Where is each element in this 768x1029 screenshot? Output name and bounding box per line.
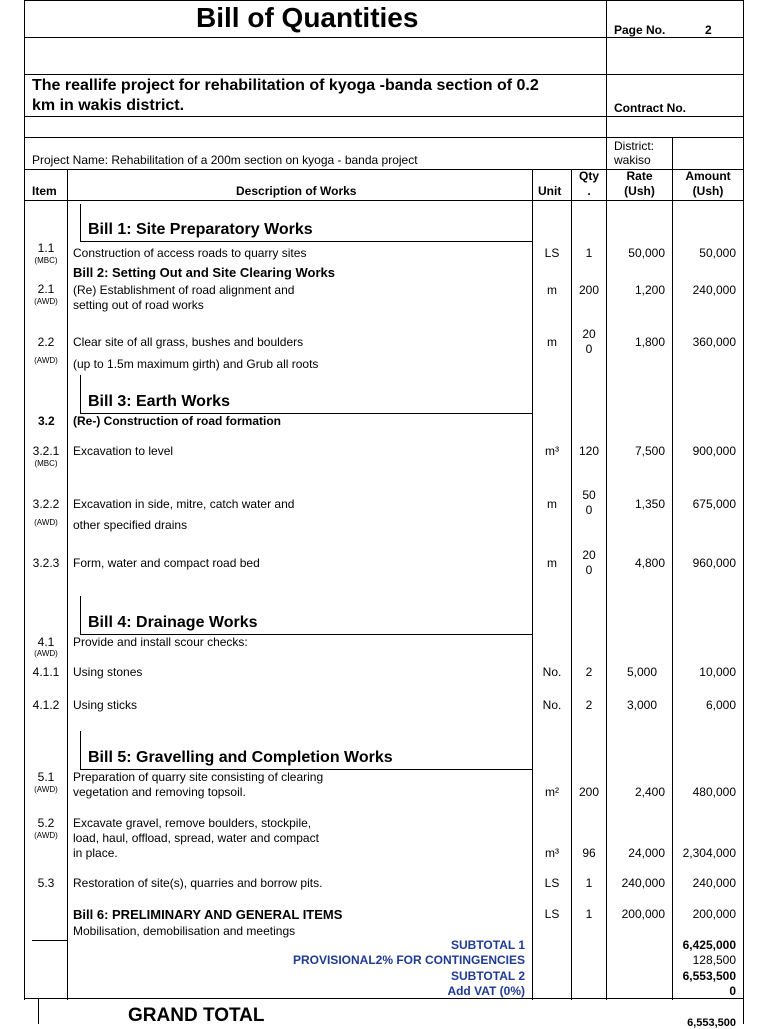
table-row-item: 5.1 xyxy=(37,770,55,784)
bill-6-heading: Bill 6: PRELIMINARY AND GENERAL ITEMS xyxy=(73,907,343,922)
table-row-qty: 200 xyxy=(578,283,600,297)
table-row-desc: Construction of access roads to quarry sites xyxy=(73,246,307,260)
table-row-desc: Excavate gravel, remove boulders, stockpile, load, haul, offload, spread, water and compact in place. xyxy=(73,816,319,860)
table-row-rate: 1,200 xyxy=(634,283,665,297)
bill-2-heading: Bill 2: Setting Out and Site Clearing Works xyxy=(73,265,335,280)
page-title: Bill of Quantities xyxy=(196,2,419,33)
table-row-desc-2: (up to 1.5m maximum girth) and Grub all roots xyxy=(73,357,319,371)
col-item: Item xyxy=(32,184,57,198)
table-row-unit: m³ xyxy=(545,846,559,860)
page-no-label: Page No. xyxy=(614,23,666,37)
table-row-amount: 360,000 xyxy=(692,335,736,349)
table-row-amount: 240,000 xyxy=(692,876,736,890)
table-row-qty: 120 xyxy=(578,444,600,458)
table-row-desc-2: other specified drains xyxy=(73,518,188,532)
table-row-qty: 50 0 xyxy=(582,488,596,517)
table-row-item: 4.1 xyxy=(37,635,55,649)
table-row-desc: Using stones xyxy=(73,665,143,679)
table-row-qty: 200 xyxy=(578,785,600,799)
table-row-rate: 24,000 xyxy=(628,846,665,860)
table-row-amount: 900,000 xyxy=(692,444,736,458)
table-row-unit: LS xyxy=(544,876,560,890)
table-row-desc: Excavation in side, mitre, catch water and xyxy=(73,497,295,511)
district-label: District: xyxy=(614,139,654,153)
table-row-item: 4.1.2 xyxy=(32,698,60,712)
table-row-rate: 1,350 xyxy=(634,497,665,511)
table-row-item: 3.2.1 xyxy=(32,444,60,458)
table-row-unit: m xyxy=(547,283,557,297)
table-row-amount: 6,000 xyxy=(705,698,736,712)
table-row-amount: 50,000 xyxy=(699,246,736,260)
table-row-desc: Form, water and compact road bed xyxy=(73,556,260,570)
table-row-desc: Excavation to level xyxy=(73,444,174,458)
vat-value: 0 xyxy=(729,984,736,998)
table-row-item: 5.2 xyxy=(37,816,55,830)
col-qty xyxy=(572,169,606,199)
table-row-rate: 2,400 xyxy=(634,785,665,799)
table-row-item: 5.3 xyxy=(37,876,55,890)
col-amount-line2: (Ush) xyxy=(692,184,724,198)
contingency-value: 128,500 xyxy=(692,953,736,967)
table-row-unit: m xyxy=(547,556,557,570)
table-row-item: 3.2.3 xyxy=(32,556,60,570)
table-row-code: (MBC) xyxy=(34,459,58,468)
table-row-code: (AWD) xyxy=(34,831,58,840)
col-rate-line1: Rate xyxy=(626,169,653,183)
table-row-rate: 4,800 xyxy=(634,556,665,570)
district-value: wakiso xyxy=(614,153,651,167)
table-row-amount: 240,000 xyxy=(692,283,736,297)
table-row-qty: 20 0 xyxy=(582,327,596,356)
table-row-qty: 20 0 xyxy=(582,548,596,577)
subtotal-1-label: SUBTOTAL 1 xyxy=(450,938,525,952)
table-row-amount: 200,000 xyxy=(692,907,736,921)
table-row-desc: Clear site of all grass, bushes and boulders xyxy=(73,335,304,349)
table-row-item: 2.1 xyxy=(37,282,55,296)
table-row-qty: 96 xyxy=(582,846,596,860)
table-row-rate: 3,000 xyxy=(626,698,657,712)
contingency-label: PROVISIONAL2% FOR CONTINGENCIES xyxy=(292,953,525,967)
table-row-item: 1.1 xyxy=(37,241,55,255)
table-row-qty: 1 xyxy=(585,907,593,921)
subtotal-2-label: SUBTOTAL 2 xyxy=(450,969,525,983)
table-row-qty: 1 xyxy=(585,246,593,260)
table-row-amount: 10,000 xyxy=(699,665,736,679)
col-qty-line2: . xyxy=(587,184,591,198)
table-row-desc: Mobilisation, demobilisation and meetings xyxy=(73,924,296,938)
table-row-unit: No. xyxy=(542,698,562,712)
table-row-rate: 5,000 xyxy=(626,665,657,679)
table-row-unit: LS xyxy=(544,907,560,921)
table-row-desc: Provide and install scour checks: xyxy=(73,635,248,649)
table-row-unit: No. xyxy=(542,665,562,679)
table-row-qty: 2 xyxy=(585,698,593,712)
col-rate-line2: (Ush) xyxy=(624,184,655,198)
table-row-unit: m² xyxy=(545,785,559,799)
col-description: Description of Works xyxy=(236,184,357,198)
bill-4-heading: Bill 4: Drainage Works xyxy=(88,614,258,631)
table-row-desc: Using sticks xyxy=(73,698,138,712)
subtotal-2-value: 6,553,500 xyxy=(682,969,736,983)
table-row-unit: LS xyxy=(544,246,560,260)
table-row-amount: 675,000 xyxy=(692,497,736,511)
col-rate xyxy=(607,169,672,199)
project-name: Project Name: Rehabilitation of a 200m section on kyoga - banda project xyxy=(32,153,418,167)
table-row-qty: 2 xyxy=(585,665,593,679)
grand-total-label: GRAND TOTAL xyxy=(128,1005,265,1026)
bill-3-sub-item: 3.2 xyxy=(38,414,55,428)
project-heading-line2: km in wakis district. xyxy=(32,97,185,114)
bill-1-heading: Bill 1: Site Preparatory Works xyxy=(88,221,313,238)
table-row-desc: Restoration of site(s), quarries and borrow pits. xyxy=(73,876,323,890)
table-row-desc: Preparation of quarry site consisting of clearing vegetation and removing topsoil. xyxy=(73,770,324,799)
table-row-unit: m³ xyxy=(545,444,559,458)
col-unit: Unit xyxy=(538,184,562,198)
table-row-amount: 480,000 xyxy=(692,785,736,799)
table-row-rate: 200,000 xyxy=(621,907,665,921)
bill-3-sub-heading: (Re-) Construction of road formation xyxy=(73,414,281,428)
vat-label: Add VAT (0%) xyxy=(447,984,525,998)
page-no-value: 2 xyxy=(705,23,712,37)
table-row-qty: 1 xyxy=(585,876,593,890)
table-row-desc: (Re) Establishment of road alignment and setting out of road works xyxy=(73,283,295,312)
table-row-unit: m xyxy=(547,335,557,349)
table-row-code: (AWD) xyxy=(34,649,58,658)
subtotal-1-value: 6,425,000 xyxy=(682,938,736,952)
table-row-item: 3.2.2 xyxy=(32,497,60,511)
bill-5-heading: Bill 5: Gravelling and Completion Works xyxy=(88,749,393,766)
contract-no-label: Contract No. xyxy=(614,101,686,115)
table-row-amount: 960,000 xyxy=(692,556,736,570)
table-row-code: (AWD) xyxy=(34,785,58,794)
table-row-rate: 7,500 xyxy=(634,444,665,458)
col-amount xyxy=(673,169,743,199)
table-row-code: (AWD) xyxy=(34,297,58,306)
table-row-rate: 50,000 xyxy=(628,246,665,260)
table-row-code: (AWD) xyxy=(34,356,58,365)
table-row-rate: 1,800 xyxy=(634,335,665,349)
table-row-code: (AWD) xyxy=(34,518,58,527)
table-row-rate: 240,000 xyxy=(621,876,665,890)
project-heading-line1: The reallife project for rehabilitation of kyoga -banda section of 0.2 xyxy=(32,77,539,94)
table-row-code: (MBC) xyxy=(34,256,58,265)
col-qty-line1: Qty xyxy=(578,169,599,183)
grand-total-value: 6,553,500 xyxy=(687,1017,736,1029)
table-row-item: 2.2 xyxy=(37,335,55,349)
table-row-item: 4.1.1 xyxy=(32,665,60,679)
col-amount-line1: Amount xyxy=(685,169,731,183)
table-row-amount: 2,304,000 xyxy=(682,846,736,860)
bill-3-heading: Bill 3: Earth Works xyxy=(88,393,230,410)
table-row-unit: m xyxy=(547,497,557,511)
